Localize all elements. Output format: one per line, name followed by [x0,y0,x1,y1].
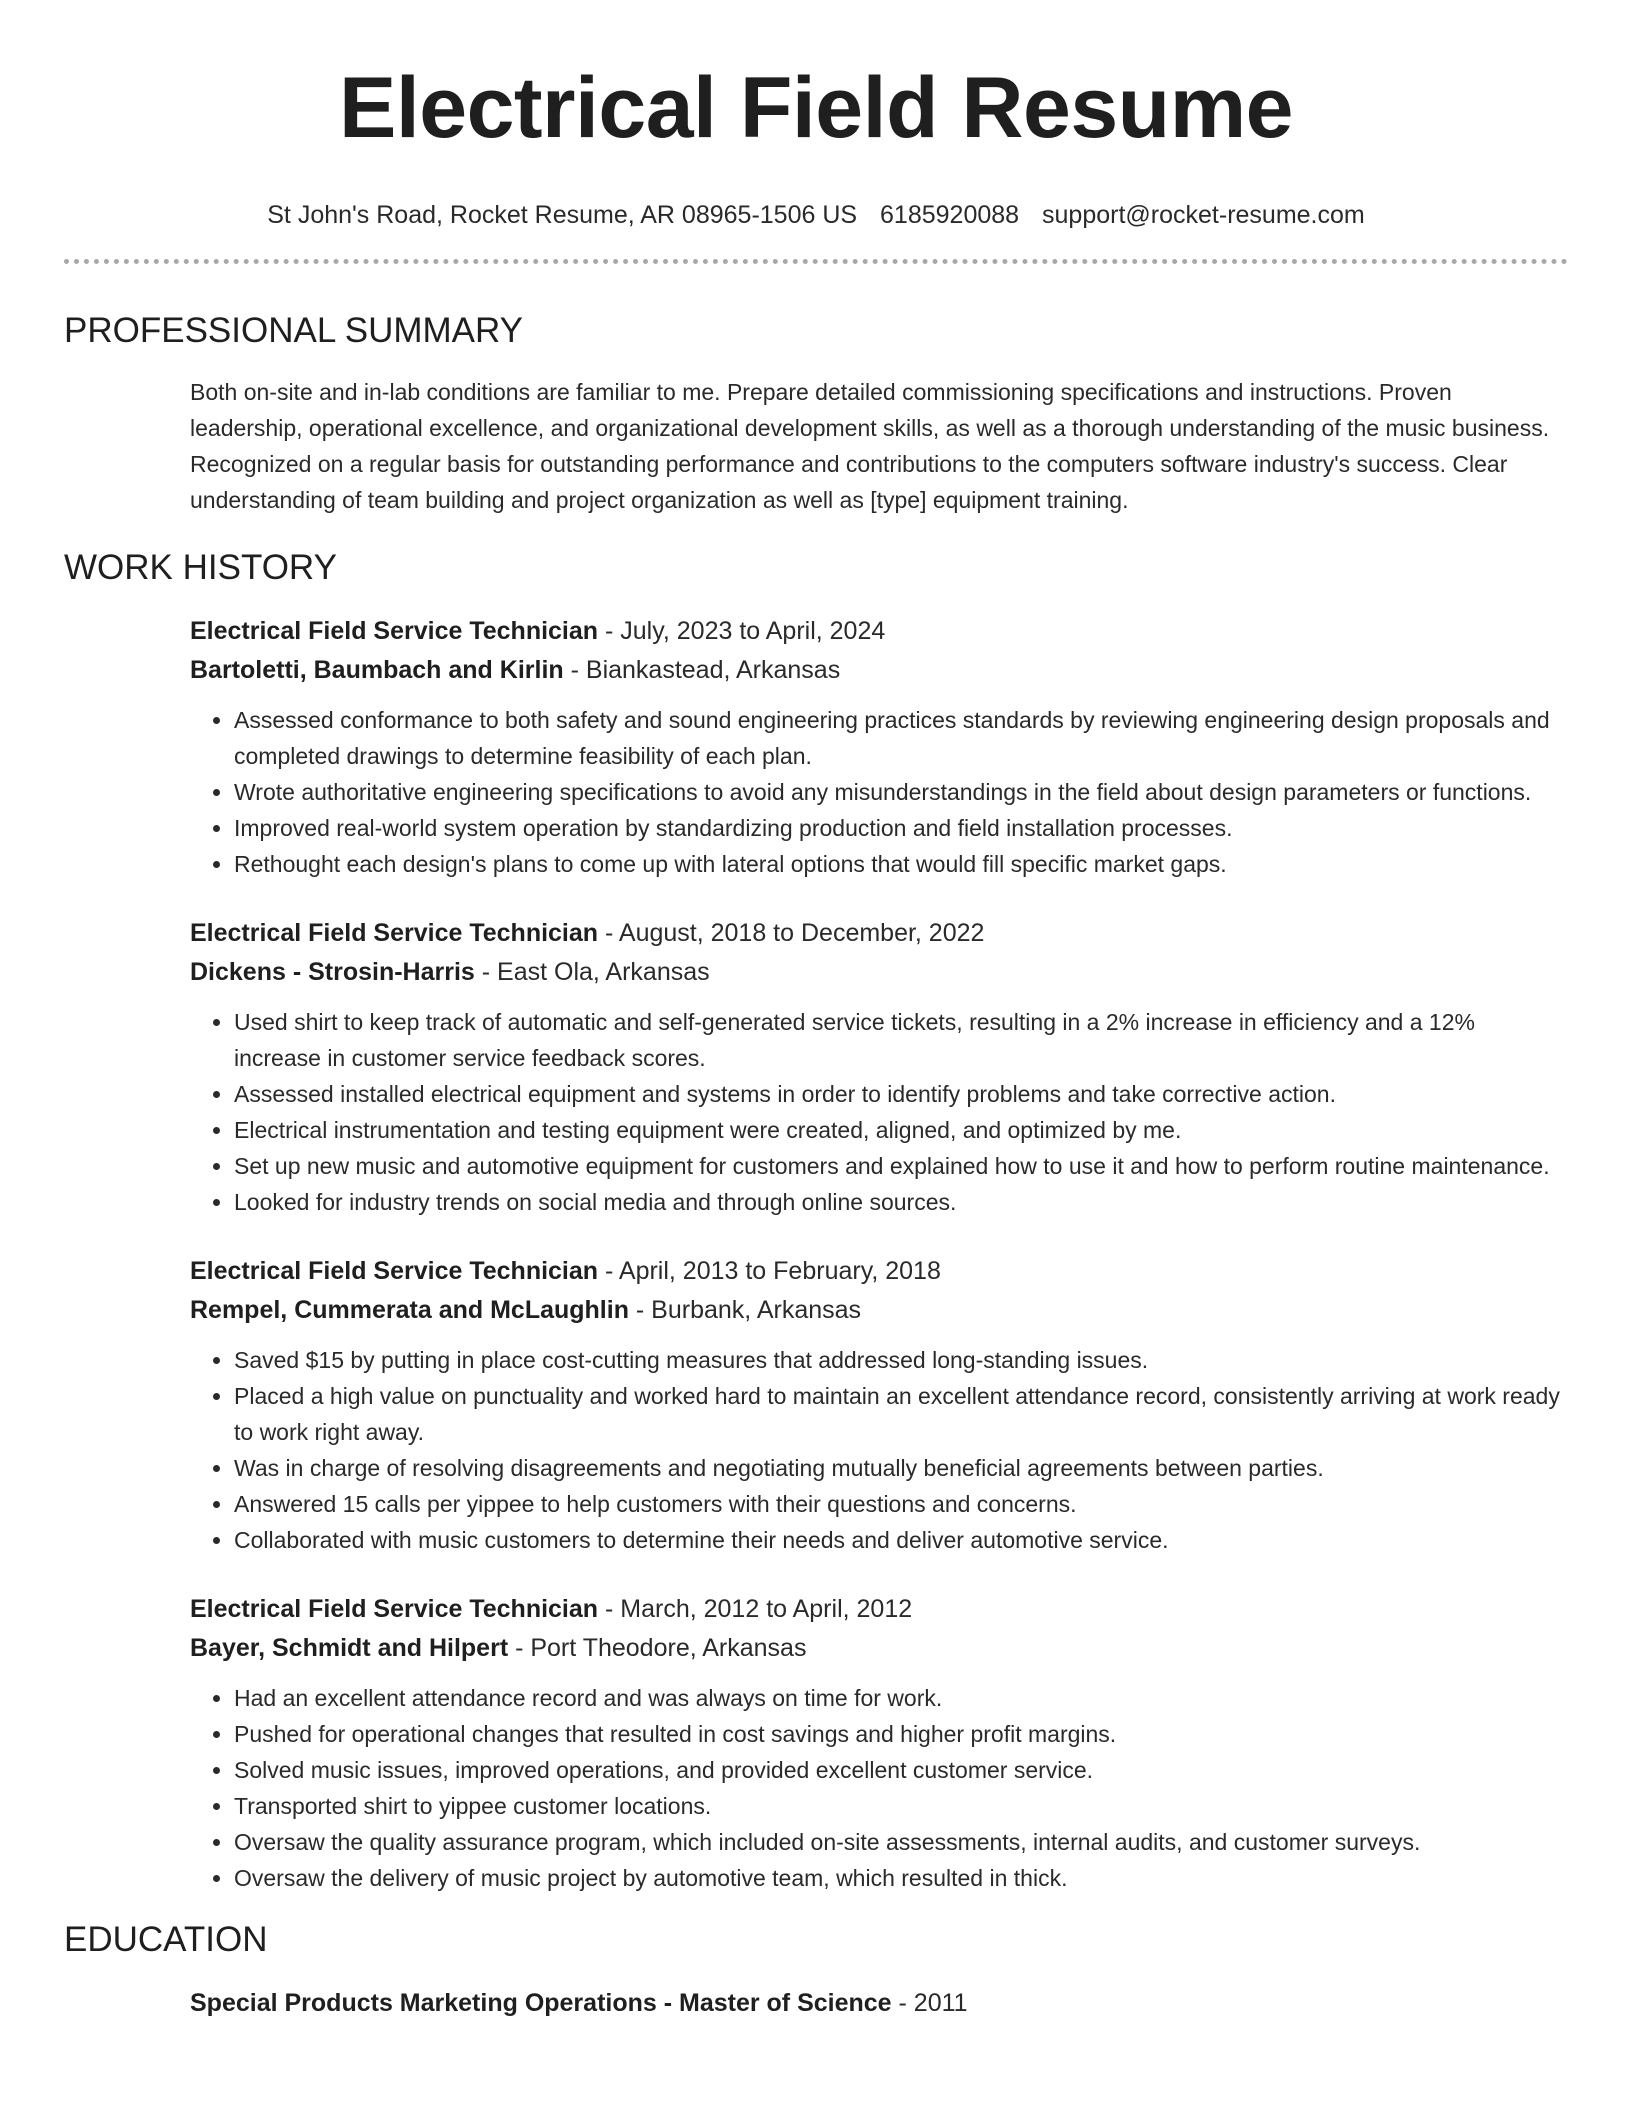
job-company: Bayer, Schmidt and Hilpert [190,1634,509,1662]
contact-email: support@rocket-resume.com [1042,201,1365,229]
job-bullet: • Placed a high value on punctuality and worked hard to maintain an excellent attendance record, consistently arriving at work ready to work right away. [234,1378,1568,1450]
contact-phone: 6185920088 [880,201,1020,229]
job-bullet: • Oversaw the quality assurance program, which included on-site assessments, internal audits, and customer surveys. [234,1824,1568,1860]
job-bullet: • Assessed conformance to both safety and sound engineering practices standards by reviewing engineering design proposals and completed drawings to determine feasibility of each plan. [234,702,1568,774]
education-section [64,1918,1568,2023]
job-bullet: • Saved $15 by putting in place cost-cutting measures that addressed long-standing issues. [234,1342,1568,1378]
job-bullet: • Electrical instrumentation and testing equipment were created, aligned, and optimized by me. [234,1112,1568,1148]
job-title-line [190,914,1568,953]
job-bullet: • Oversaw the delivery of music project by automotive team, which resulted in thick. [234,1860,1568,1896]
contact-line [64,198,1568,232]
job-bullet: • Improved real-world system operation by standardizing production and field installation processes. [234,810,1568,846]
job-company-line [190,1291,1568,1330]
job-bullet: • Wrote authoritative engineering specifications to avoid any misunderstandings in the field about design parameters or functions. [234,774,1568,810]
job-company-line [190,1629,1568,1668]
job-bullet: • Solved music issues, improved operations, and provided excellent customer service. [234,1752,1568,1788]
job-dates: - March, 2012 to April, 2012 [598,1595,913,1623]
job-entry [190,1590,1568,1896]
job-bullet: • Pushed for operational changes that resulted in cost savings and higher profit margins. [234,1716,1568,1752]
job-bullet: • Had an excellent attendance record and was always on time for work. [234,1680,1568,1716]
job-location: - Biankastead, Arkansas [563,656,841,684]
job-bullets [190,1342,1568,1558]
header-divider [64,259,1568,264]
job-dates: - July, 2023 to April, 2024 [598,617,886,645]
job-title: Electrical Field Service Technician [190,1595,599,1623]
job-company-line [190,953,1568,992]
job-title: Electrical Field Service Technician [190,919,599,947]
job-title: Electrical Field Service Technician [190,1257,599,1285]
job-dates: - August, 2018 to December, 2022 [598,919,985,947]
job-title-line [190,1590,1568,1629]
job-bullet: • Set up new music and automotive equipment for customers and explained how to use it and how to perform routine maintenance. [234,1148,1568,1184]
education-degree: Special Products Marketing Operations - Master of Science [190,1989,892,2017]
resume-page [64,0,1568,2023]
job-bullet: • Used shirt to keep track of automatic and self-generated service tickets, resulting in a 2% increase in efficiency and a 12% increase in customer service feedback scores. [234,1004,1568,1076]
job-entry [190,914,1568,1220]
job-location: - Burbank, Arkansas [628,1296,862,1324]
job-bullet: • Collaborated with music customers to determine their needs and deliver automotive service. [234,1522,1568,1558]
job-company: Bartoletti, Baumbach and Kirlin [190,656,564,684]
summary-heading: PROFESSIONAL SUMMARY [64,311,523,350]
job-bullets [190,1680,1568,1896]
job-title: Electrical Field Service Technician [190,617,599,645]
job-entry [190,612,1568,882]
job-company: Rempel, Cummerata and McLaughlin [190,1296,629,1324]
job-location: - Port Theodore, Arkansas [508,1634,807,1662]
job-bullets [190,702,1568,882]
summary-text: Both on-site and in-lab conditions are familiar to me. Prepare detailed commissioning specifications and instructions. Proven leadership, operational excellence, and organizational development skills, as well as a thorough understanding of the music business. Recognized on a regular basis for outstanding performance and contributions to the computers software industry's success. Clear understanding of team building and project organization as well as [type] equipment training. [190,379,1550,513]
job-bullets [190,1004,1568,1220]
job-company-line [190,651,1568,690]
education-entry [190,1984,1568,2023]
job-company: Dickens - Strosin-Harris [190,958,475,986]
job-location: - East Ola, Arkansas [474,958,710,986]
job-bullet: • Rethought each design's plans to come up with lateral options that would fill specific market gaps. [234,846,1568,882]
summary-section [64,309,1568,518]
job-title-line [190,1252,1568,1291]
contact-address: St John's Road, Rocket Resume, AR 08965-1506 US [267,201,858,229]
job-title-line [190,612,1568,651]
education-year: - 2011 [891,1989,968,2017]
job-bullet: • Assessed installed electrical equipment and systems in order to identify problems and take corrective action. [234,1076,1568,1112]
job-entry [190,1252,1568,1558]
work-history-section [64,546,1568,1896]
resume-title: Electrical Field Resume [338,60,1294,156]
job-dates: - April, 2013 to February, 2018 [598,1257,941,1285]
job-bullet: • Transported shirt to yippee customer locations. [234,1788,1568,1824]
job-bullet: • Was in charge of resolving disagreements and negotiating mutually beneficial agreements between parties. [234,1450,1568,1486]
job-bullet: • Looked for industry trends on social media and through online sources. [234,1184,1568,1220]
job-bullet: • Answered 15 calls per yippee to help customers with their questions and concerns. [234,1486,1568,1522]
work-history-heading: WORK HISTORY [64,548,337,587]
education-heading: EDUCATION [64,1920,268,1959]
